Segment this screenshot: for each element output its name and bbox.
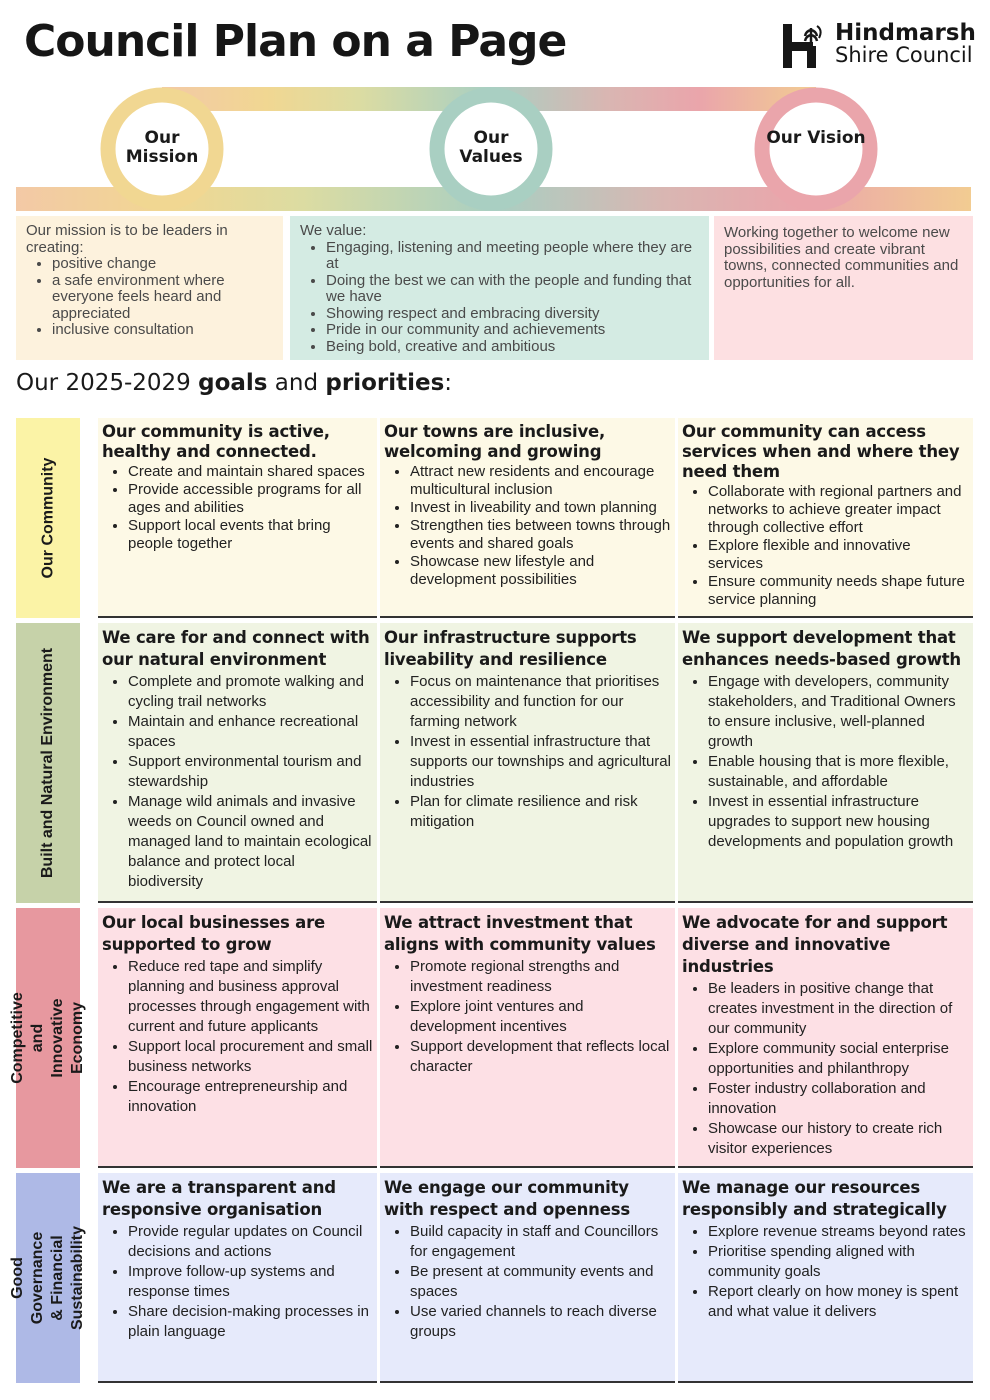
priority-list	[410, 1222, 671, 1342]
goal-title: Our towns are inclusive, welcoming and growing	[384, 422, 606, 461]
list-item: • Doing the best we can with the people and funding that we have	[326, 273, 699, 306]
list-item: • Engaging, listening and meeting people where they are at	[326, 240, 699, 273]
list-item: • Improve follow-up systems and response times	[128, 1262, 373, 1302]
list-item: • Maintain and enhance recreational spaces	[128, 712, 373, 752]
list-item: • Ensure community needs shape future service planning	[708, 573, 969, 609]
list-item: • Invest in essential infrastructure that supports our townships and agricultural industries	[410, 732, 671, 792]
priority-list	[708, 483, 969, 609]
vision-box	[714, 216, 973, 360]
priority-list	[128, 463, 373, 553]
list-item: • Focus on maintenance that prioritises accessibility and function for our farming network	[410, 672, 671, 732]
priority-list	[128, 957, 373, 1117]
priority-list	[708, 979, 969, 1159]
list-item: • Invest in liveability and town planning	[410, 499, 671, 517]
goal-title: We advocate for and support diverse and innovative industries	[682, 913, 948, 976]
council-logo	[781, 20, 976, 72]
mission-list	[52, 256, 273, 339]
priority-list	[708, 1222, 969, 1322]
list-item: • Prioritise spending aligned with community goals	[708, 1242, 969, 1282]
row-label-our-community: Our Community	[16, 418, 80, 618]
vision-label: Our Vision	[766, 128, 866, 148]
list-item: • Manage wild animals and invasive weeds on Council owned and managed land to maintain ecological balance and protect local biodiversity	[128, 792, 373, 892]
values-box	[290, 216, 709, 360]
list-item: • Support development that reflects local character	[410, 1037, 671, 1077]
list-item: • Invest in essential infrastructure upgrades to support new housing developments and population growth	[708, 792, 969, 852]
list-item: • positive change	[52, 256, 273, 273]
row-label-competitive-innovative-economy: Competitive and Innovative Economy	[16, 908, 80, 1168]
goal-cell	[380, 1173, 675, 1383]
list-item: • Explore flexible and innovative services	[708, 537, 969, 573]
list-item: • Build capacity in staff and Councillors for engagement	[410, 1222, 671, 1262]
hindmarsh-logo-icon	[781, 22, 829, 70]
list-item: • Support environmental tourism and stewardship	[128, 752, 373, 792]
page-title: Council Plan on a Page	[24, 16, 567, 67]
priority-list	[410, 672, 671, 832]
goal-cell	[678, 908, 973, 1168]
priority-list	[128, 1222, 373, 1342]
goal-title: We engage our community with respect and openness	[384, 1178, 630, 1219]
list-item: • Support local procurement and small business networks	[128, 1037, 373, 1077]
values-label: Our Values	[459, 128, 523, 167]
list-item: • Explore revenue streams beyond rates	[708, 1222, 969, 1242]
row-label-good-governance: Good Governance & Financial Sustainability	[16, 1173, 80, 1383]
goal-title: We attract investment that aligns with community values	[384, 913, 656, 954]
values-list	[326, 240, 699, 356]
goal-cell	[678, 418, 973, 618]
list-item: • Provide regular updates on Council decisions and actions	[128, 1222, 373, 1262]
list-item: • Share decision-making processes in plain language	[128, 1302, 373, 1342]
list-item: • Encourage entrepreneurship and innovation	[128, 1077, 373, 1117]
row-label-built-natural-environment: Built and Natural Environment	[16, 623, 80, 903]
list-item: • Plan for climate resilience and risk mitigation	[410, 792, 671, 832]
list-item: • inclusive consultation	[52, 322, 273, 339]
priority-list	[128, 672, 373, 892]
list-item: • Foster industry collaboration and innovation	[708, 1079, 969, 1119]
list-item: • Explore joint ventures and development incentives	[410, 997, 671, 1037]
list-item: • Engage with developers, community stakeholders, and Traditional Owners to ensure inclusive, well-planned growth	[708, 672, 969, 752]
goal-cell	[678, 1173, 973, 1383]
list-item: • Reduce red tape and simplify planning and business approval processes through engagement with current and future applicants	[128, 957, 373, 1037]
list-item: • Be leaders in positive change that creates investment in the direction of our community	[708, 979, 969, 1039]
list-item: • Promote regional strengths and investment readiness	[410, 957, 671, 997]
list-item: • Report clearly on how money is spent and what value it delivers	[708, 1282, 969, 1322]
goal-cell	[98, 1173, 377, 1383]
goal-cell	[98, 418, 377, 618]
priority-list	[410, 463, 671, 589]
mission-label: Our Mission	[125, 128, 199, 167]
list-item: • Explore community social enterprise opportunities and philanthropy	[708, 1039, 969, 1079]
list-item: • Showing respect and embracing diversity	[326, 306, 699, 323]
list-item: • Pride in our community and achievements	[326, 322, 699, 339]
vision-text: Working together to welcome new possibilities and create vibrant towns, connected communities and opportunities for all.	[724, 224, 959, 291]
goal-cell	[98, 623, 377, 903]
list-item: • a safe environment where everyone feels heard and appreciated	[52, 273, 273, 323]
mission-intro: Our mission is to be leaders in creating:	[26, 222, 228, 256]
goal-cell	[98, 908, 377, 1168]
logo-subname: Shire Council	[835, 43, 973, 67]
goal-title: Our community can access services when and where they need them	[682, 422, 960, 481]
goal-cell	[678, 623, 973, 903]
goal-title: We care for and connect with our natural environment	[102, 628, 370, 669]
list-item: • Complete and promote walking and cycling trail networks	[128, 672, 373, 712]
goal-cell	[380, 908, 675, 1168]
goal-title: We manage our resources responsibly and strategically	[682, 1178, 947, 1219]
goal-cell	[380, 418, 675, 618]
list-item: • Use varied channels to reach diverse groups	[410, 1302, 671, 1342]
list-item: • Showcase our history to create rich visitor experiences	[708, 1119, 969, 1159]
list-item: • Enable housing that is more flexible, sustainable, and affordable	[708, 752, 969, 792]
list-item: • Support local events that bring people together	[128, 517, 373, 553]
logo-name: Hindmarsh	[835, 20, 976, 46]
list-item: • Collaborate with regional partners and networks to achieve greater impact through collective effort	[708, 483, 969, 537]
list-item: • Strengthen ties between towns through events and shared goals	[410, 517, 671, 553]
goal-title: We are a transparent and responsive organisation	[102, 1178, 336, 1219]
mission-box	[16, 216, 283, 360]
goal-title: Our community is active, healthy and connected.	[102, 422, 330, 461]
values-intro: We value:	[300, 222, 367, 239]
priority-list	[708, 672, 969, 852]
goal-title: Our local businesses are supported to grow	[102, 913, 325, 954]
list-item: • Showcase new lifestyle and development possibilities	[410, 553, 671, 589]
goals-heading: Our 2025-2029 goals and priorities:	[16, 370, 453, 396]
goal-title: Our infrastructure supports liveability and resilience	[384, 628, 637, 669]
list-item: • Provide accessible programs for all ages and abilities	[128, 481, 373, 517]
list-item: • Attract new residents and encourage multicultural inclusion	[410, 463, 671, 499]
goal-cell	[380, 623, 675, 903]
vision-circle	[762, 95, 870, 203]
list-item: • Create and maintain shared spaces	[128, 463, 373, 481]
priority-list	[410, 957, 671, 1077]
goal-title: We support development that enhances needs-based growth	[682, 628, 961, 669]
list-item: • Being bold, creative and ambitious	[326, 339, 699, 356]
list-item: • Be present at community events and spaces	[410, 1262, 671, 1302]
